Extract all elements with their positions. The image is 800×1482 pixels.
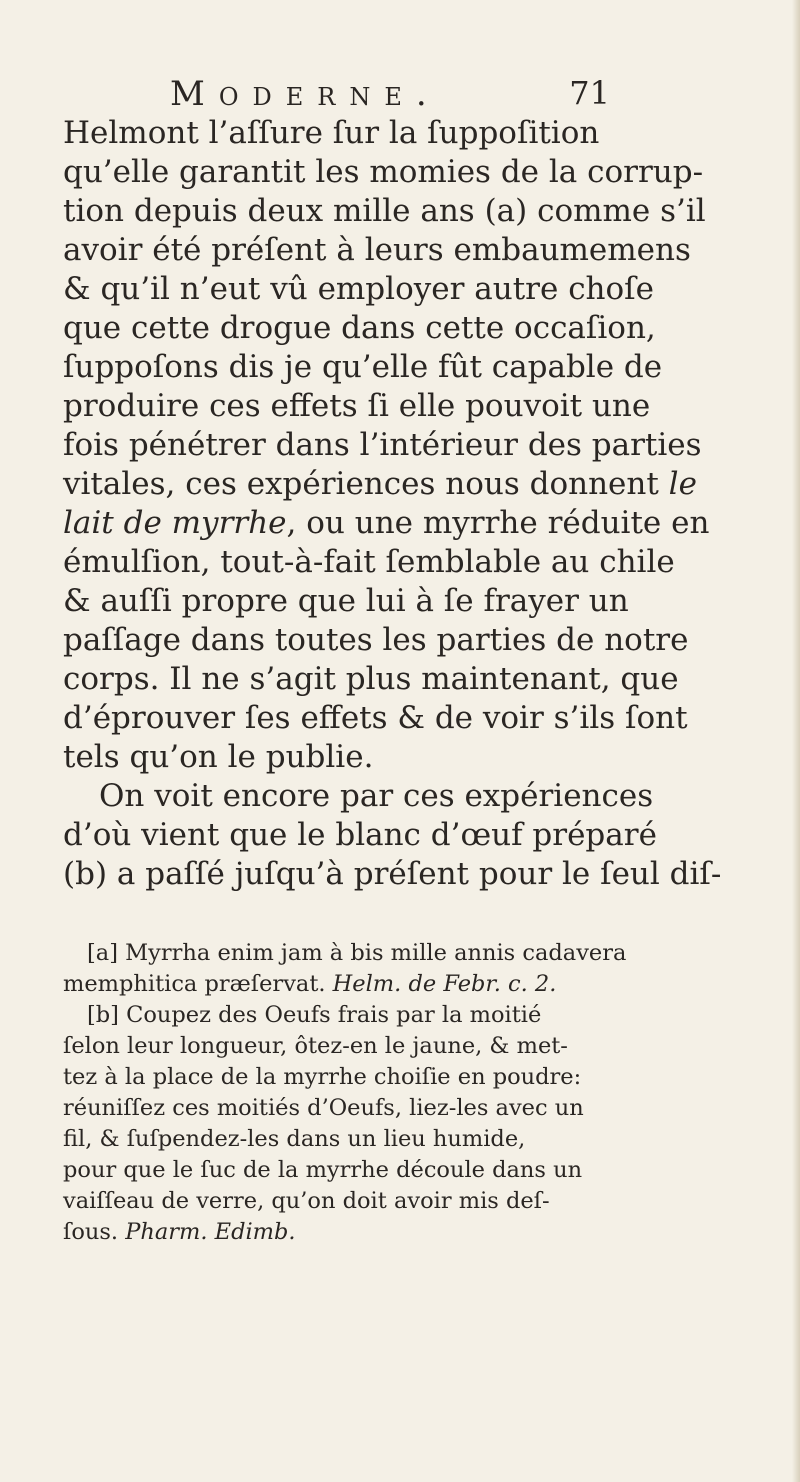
- text-line: émulſion, tout-à-fait ſemblable au chile: [63, 544, 675, 580]
- text-line: ſuppoſons dis je qu’elle fût capable de: [63, 349, 663, 385]
- footnote-b-line: ſelon leur longueur, ôtez-en le jaune, & met-: [63, 1033, 568, 1059]
- footnote-b-line: réuniſſez ces moitiés d’Oeufs, liez-les avec un: [63, 1095, 584, 1121]
- text-segment: , ou une myrrhe réduite en: [286, 505, 710, 541]
- text-line: tion depuis deux mille ans (a) comme s’il: [63, 193, 706, 229]
- body-text: [63, 114, 753, 894]
- footnote-b-line: pour que le ſuc de la myrrhe découle dans un: [63, 1157, 583, 1183]
- text-line: produire ces effets ſi elle pouvoit une: [63, 388, 651, 424]
- text-line: que cette drogue dans cette occaſion,: [63, 310, 656, 346]
- text-line: Helmont l’aſſure ſur la ſuppoſition: [63, 115, 600, 151]
- page-edge: [792, 0, 800, 1482]
- italic-text: Helm. de Febr. c. 2.: [332, 971, 557, 997]
- text-line: [63, 465, 753, 504]
- footnote-a-line: [a] Myrrha enim jam à bis mille annis cadavera: [87, 940, 627, 966]
- footnote-a-line: [63, 969, 753, 1000]
- text-line: avoir été préſent à leurs embaumemens: [63, 232, 691, 268]
- text-line: corps. Il ne s’agit plus maintenant, que: [63, 661, 679, 697]
- footnote-b-line: [b] Coupez des Oeufs frais par la moitié: [87, 1002, 542, 1028]
- running-head: Moderne.: [170, 74, 441, 114]
- footnote-b-line: tez à la place de la myrrhe choiſie en poudre:: [63, 1064, 582, 1090]
- text-segment: ſous.: [63, 1219, 126, 1245]
- footnote-b-line: vaiſſeau de verre, qu’on doit avoir mis deſ-: [63, 1188, 550, 1214]
- text-line: & auſſi propre que lui à ſe frayer un: [63, 583, 629, 619]
- italic-text: Pharm. Edimb.: [125, 1219, 296, 1245]
- text-line: tels qu’on le publie.: [63, 739, 374, 775]
- footnote-b-line: [63, 1217, 753, 1248]
- italic-text: lait de myrrhe: [63, 505, 287, 541]
- text-line: d’éprouver ſes effets & de voir s’ils ſont: [63, 700, 688, 736]
- page-header: [170, 74, 610, 114]
- text-line: & qu’il n’eut vû employer autre choſe: [63, 271, 654, 307]
- text-line: (b) a paſſé juſqu’à préſent pour le ſeul diſ-: [63, 856, 722, 892]
- text-segment: memphitica præſervat.: [63, 971, 333, 997]
- italic-text: le: [668, 466, 697, 502]
- text-line: qu’elle garantit les momies de la corrup-: [63, 154, 704, 190]
- footnote-b-line: fil, & ſuſpendez-les dans un lieu humide,: [63, 1126, 526, 1152]
- footnotes: [63, 938, 753, 1248]
- page-number: 71: [569, 74, 610, 112]
- text-line: d’où vient que le blanc d’œuf préparé: [63, 817, 657, 853]
- text-segment: vitales, ces expériences nous donnent: [63, 466, 659, 502]
- text-line: paſſage dans toutes les parties de notre: [63, 622, 689, 658]
- text-line: [63, 504, 753, 543]
- text-line: fois pénétrer dans l’intérieur des parties: [63, 427, 702, 463]
- text-line: On voit encore par ces expériences: [99, 778, 654, 814]
